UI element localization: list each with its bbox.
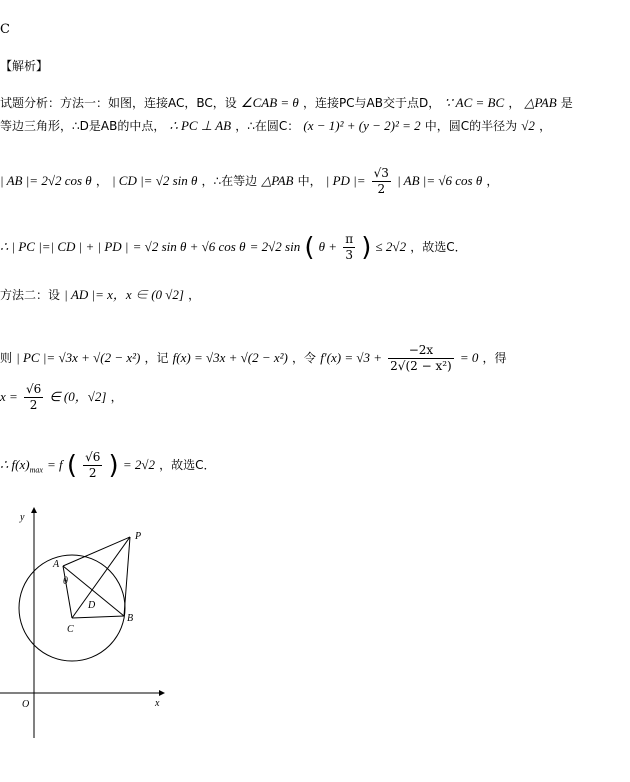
math: f′(x) = √3 + xyxy=(320,350,383,365)
segment-bc xyxy=(72,616,124,618)
math: ∴ PC ⊥ AB xyxy=(169,118,232,133)
point-a-label: A xyxy=(53,559,60,570)
math: ∵ AC = BC xyxy=(444,95,505,110)
point-c-label: C xyxy=(67,624,74,635)
text: ，令 xyxy=(292,351,317,365)
angle-theta-label: θ xyxy=(63,576,68,587)
text: 中，圆C的半径为 xyxy=(424,119,518,133)
method2-line1 xyxy=(0,287,200,304)
text: ， xyxy=(110,390,123,404)
geometry-figure xyxy=(0,500,200,740)
segment-ac xyxy=(63,566,72,618)
text: 试题分析：方法一：如图，连接AC，BC，设 xyxy=(0,96,237,110)
math: ∠CAB = θ xyxy=(240,95,299,110)
circle-equation: (x − 1)² + (y − 2)² = 2 xyxy=(303,118,421,133)
method1-line4 xyxy=(0,232,467,263)
fraction-numerator: √6 xyxy=(25,382,42,396)
fraction-denominator: 3 xyxy=(345,248,353,262)
text: 是 xyxy=(560,96,573,110)
fraction-numerator: √3 xyxy=(373,166,389,180)
math: ∈ (0，√2] xyxy=(49,389,107,404)
text: 方法二：设 xyxy=(0,288,61,302)
point-p-label: P xyxy=(135,531,142,542)
math: ∴ | PC |=| CD | + | PD | xyxy=(0,239,129,254)
math: = f xyxy=(47,457,63,472)
math: | CD |= √2 sin θ xyxy=(111,173,198,188)
text: 等边三角形，∴D是AB的中点， xyxy=(0,119,166,133)
math: | AB |= √6 cos θ xyxy=(397,173,483,188)
text: ， xyxy=(95,174,108,188)
subscript: max xyxy=(29,465,43,475)
fraction-numerator: √6 xyxy=(85,450,101,464)
math: | AD |= x，x ∈ (0 √2] xyxy=(64,287,184,302)
text: ，连接PC与AB交于点D， xyxy=(302,96,441,110)
fraction xyxy=(372,166,391,197)
method1-line3 xyxy=(0,166,498,197)
text: ，∴在等边 xyxy=(201,174,258,188)
text: ，故选C． xyxy=(159,458,216,472)
math: θ + xyxy=(318,239,338,254)
point-d-label: D xyxy=(88,600,96,611)
math: = 0 xyxy=(459,350,479,365)
math: = 2√2 sin xyxy=(249,239,301,254)
answer-text: C xyxy=(0,22,10,37)
y-axis-label: y xyxy=(20,512,25,523)
fraction-numerator: π xyxy=(345,232,354,246)
text: ，得 xyxy=(482,351,507,365)
fraction xyxy=(343,232,355,263)
point-b-label: B xyxy=(127,613,134,624)
math: △PAB xyxy=(524,95,557,110)
origin-label: O xyxy=(22,699,30,710)
text: ，∴在圆C： xyxy=(235,119,300,133)
fraction xyxy=(83,450,102,481)
text: ，记 xyxy=(144,351,169,365)
segment-bp xyxy=(124,537,130,616)
math: △PAB xyxy=(261,173,294,188)
circle-c xyxy=(19,555,125,661)
fraction xyxy=(24,382,43,413)
math: = 2√2 xyxy=(122,457,155,472)
method1-line1 xyxy=(0,95,573,112)
math: ≤ 2√2 xyxy=(375,239,407,254)
x-axis-label: x xyxy=(155,698,160,709)
text: ， xyxy=(539,119,552,133)
right-paren: ) xyxy=(361,232,372,263)
left-paren: ( xyxy=(304,232,315,263)
math: = √2 sin θ + √6 cos θ xyxy=(132,239,246,254)
text: ， xyxy=(486,174,499,188)
right-paren: ) xyxy=(108,450,119,481)
fraction-denominator: 2√(2 − x²) xyxy=(390,359,452,373)
text: ，故选C． xyxy=(410,240,467,254)
math: | PD |= xyxy=(325,173,366,188)
fraction-numerator: −2x xyxy=(388,343,454,359)
math: √2 xyxy=(521,118,535,133)
left-paren: ( xyxy=(66,450,77,481)
math: | PC |= √3x + √(2 − x²) xyxy=(16,350,141,365)
text: ， xyxy=(508,96,521,110)
text: 则 xyxy=(0,351,13,365)
text: 中， xyxy=(297,174,322,188)
math: f(x) = √3x + √(2 − x²) xyxy=(172,350,288,365)
math: | AB |= 2√2 cos θ xyxy=(0,173,92,188)
method2-line3 xyxy=(0,382,123,413)
fraction-denominator: 2 xyxy=(29,398,38,412)
method1-line2 xyxy=(0,118,551,135)
method2-line4 xyxy=(0,450,216,481)
fraction-denominator: 2 xyxy=(377,182,386,196)
fraction xyxy=(388,343,454,374)
method2-line2 xyxy=(0,343,507,374)
math: ∴ f(x) xyxy=(0,457,30,472)
fraction-denominator: 2 xyxy=(88,466,97,480)
text: ， xyxy=(188,288,201,302)
math: x = xyxy=(0,389,18,404)
section-title: 【解析】 xyxy=(0,59,49,73)
